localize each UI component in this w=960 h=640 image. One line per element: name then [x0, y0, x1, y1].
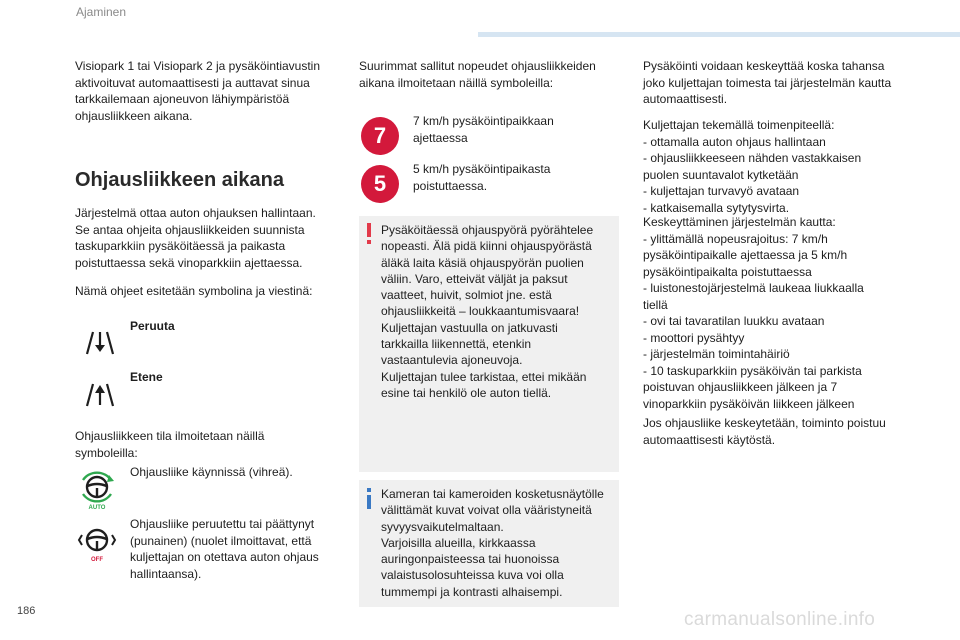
system-description: Järjestelmä ottaa auton ohjauksen hallintaan. Se antaa ohjeita ohjausliikkeiden suunnista taskuparkkiin pysäköitäessä ja paikasta poistuttaessa sekä vinoparkkiin ajettaessa. [75, 206, 316, 270]
interrupt-intro: Pysäköinti voidaan keskeyttää koska tahansa joko kuljettajan toimesta tai järjestelmän kautta automaattisesti. [643, 59, 892, 106]
header-bar [478, 32, 960, 37]
intro-text: Visiopark 1 tai Visiopark 2 ja pysäköintiavustin aktivoituvat automaattisesti ja auttavat sinua tarkkailemaan ajoneuvon lähiympäristöä ohjausliikkeen aikana. [75, 59, 321, 123]
speed-5-text: 5 km/h pysäköintipaikasta poistuttaessa. [413, 162, 551, 193]
steering-auto-icon [76, 468, 118, 512]
status-off-text: Ohjausliike peruutettu tai päättynyt (punainen) (nuolet ilmoittavat, että kuljettajan on otettava auton ohjaus hallintaansa). [130, 517, 319, 581]
speed-5-badge: 5 [361, 165, 399, 203]
page-number: 186 [17, 605, 36, 617]
speed-intro: Suurimmat sallitut nopeudet ohjausliikkeiden aikana ilmoitetaan näillä symboleilla: [359, 59, 596, 90]
status-intro: Ohjausliikkeen tila ilmoitetaan näillä symboleilla: [75, 429, 265, 460]
warning-icon [367, 223, 371, 237]
forward-icon [78, 372, 122, 416]
section-heading: Ohjausliikkeen aikana [75, 169, 284, 191]
forward-label: Etene [130, 370, 163, 384]
watermark: carmanualsonline.info [684, 609, 876, 630]
reverse-label: Peruuta [130, 319, 175, 333]
speed-7-text: 7 km/h pysäköintipaikkaan ajettaessa [413, 114, 554, 145]
speed-7-badge: 7 [361, 117, 399, 155]
off-icon-text: OFF [91, 557, 103, 563]
info-text: Kameran tai kameroiden kosketusnäytölle välittämät kuvat voivat olla vääristyneitä syvyysvaikutelmaltaan. Varjoisilla alueilla, kirkkaassa auringonpaisteessa tai huonoissa valaistusolosuhteissa kuva voi olla tummempi ja kontrasti alhaisempi. [381, 487, 604, 599]
system-actions-list: Keskeyttäminen järjestelmän kautta: - ylittämällä nopeusrajoitus: 7 km/h pysäköintipaikalle ajettaessa ja 5 km/h pysäköintipaikalta poistuttaessa - luistonestojärjestelmä laukeaa liukkaalla tiellä - ovi tai tavaratilan luukku avataan - moottori pysähtyy - järjestelmän toimintahäiriö - 10 taskuparkkiin pysäköivän tai parkista poistuvan ohjausliikkeen jälkeen ja 7 vinoparkkiin pysäköivän liikkeen jälkeen [643, 215, 864, 411]
status-on-text: Ohjausliike käynnissä (vihreä). [130, 465, 293, 479]
driver-actions-list: Kuljettajan tekemällä toimenpiteellä: - ottamalla auton ohjaus hallintaan - ohjausliikkeeseen nähden vastakkaisen puolen suuntavalot kytketään - kuljettajan turvavyö avataan - katkaisemalla sytytysvirta. [643, 118, 862, 215]
warning-box [359, 216, 619, 472]
warning-icon-dot [367, 240, 371, 244]
steering-off-icon [76, 523, 118, 567]
auto-icon-text: AUTO [88, 505, 106, 511]
info-icon [367, 495, 371, 509]
reverse-icon [78, 320, 122, 364]
symbols-intro: Nämä ohjeet esitetään symbolina ja viestinä: [75, 284, 313, 298]
info-box [359, 480, 619, 607]
info-icon-dot [367, 488, 371, 492]
section-title: Ajaminen [76, 5, 127, 19]
interrupt-result: Jos ohjausliike keskeytetään, toiminto poistuu automaattisesti käytöstä. [643, 416, 886, 447]
warning-text: Pysäköitäessä ohjauspyörä pyörähtelee nopeasti. Älä pidä kiinni ohjauspyörästä äläkä laita käsiä ohjauspyörän puolien väliin. Varo, etteivät väljät ja paksut vaatteet, huivit, solmiot jne. estä ohjausliikkeitä – loukkaantumisvaara! Kuljettajan vastuulla on jatkuvasti tarkkailla liikennettä, etenkin vastaantulevia ajoneuvoja. Kuljettajan tulee tarkistaa, ettei mikään esine tai henkilö ole auton tiellä. [381, 223, 594, 400]
